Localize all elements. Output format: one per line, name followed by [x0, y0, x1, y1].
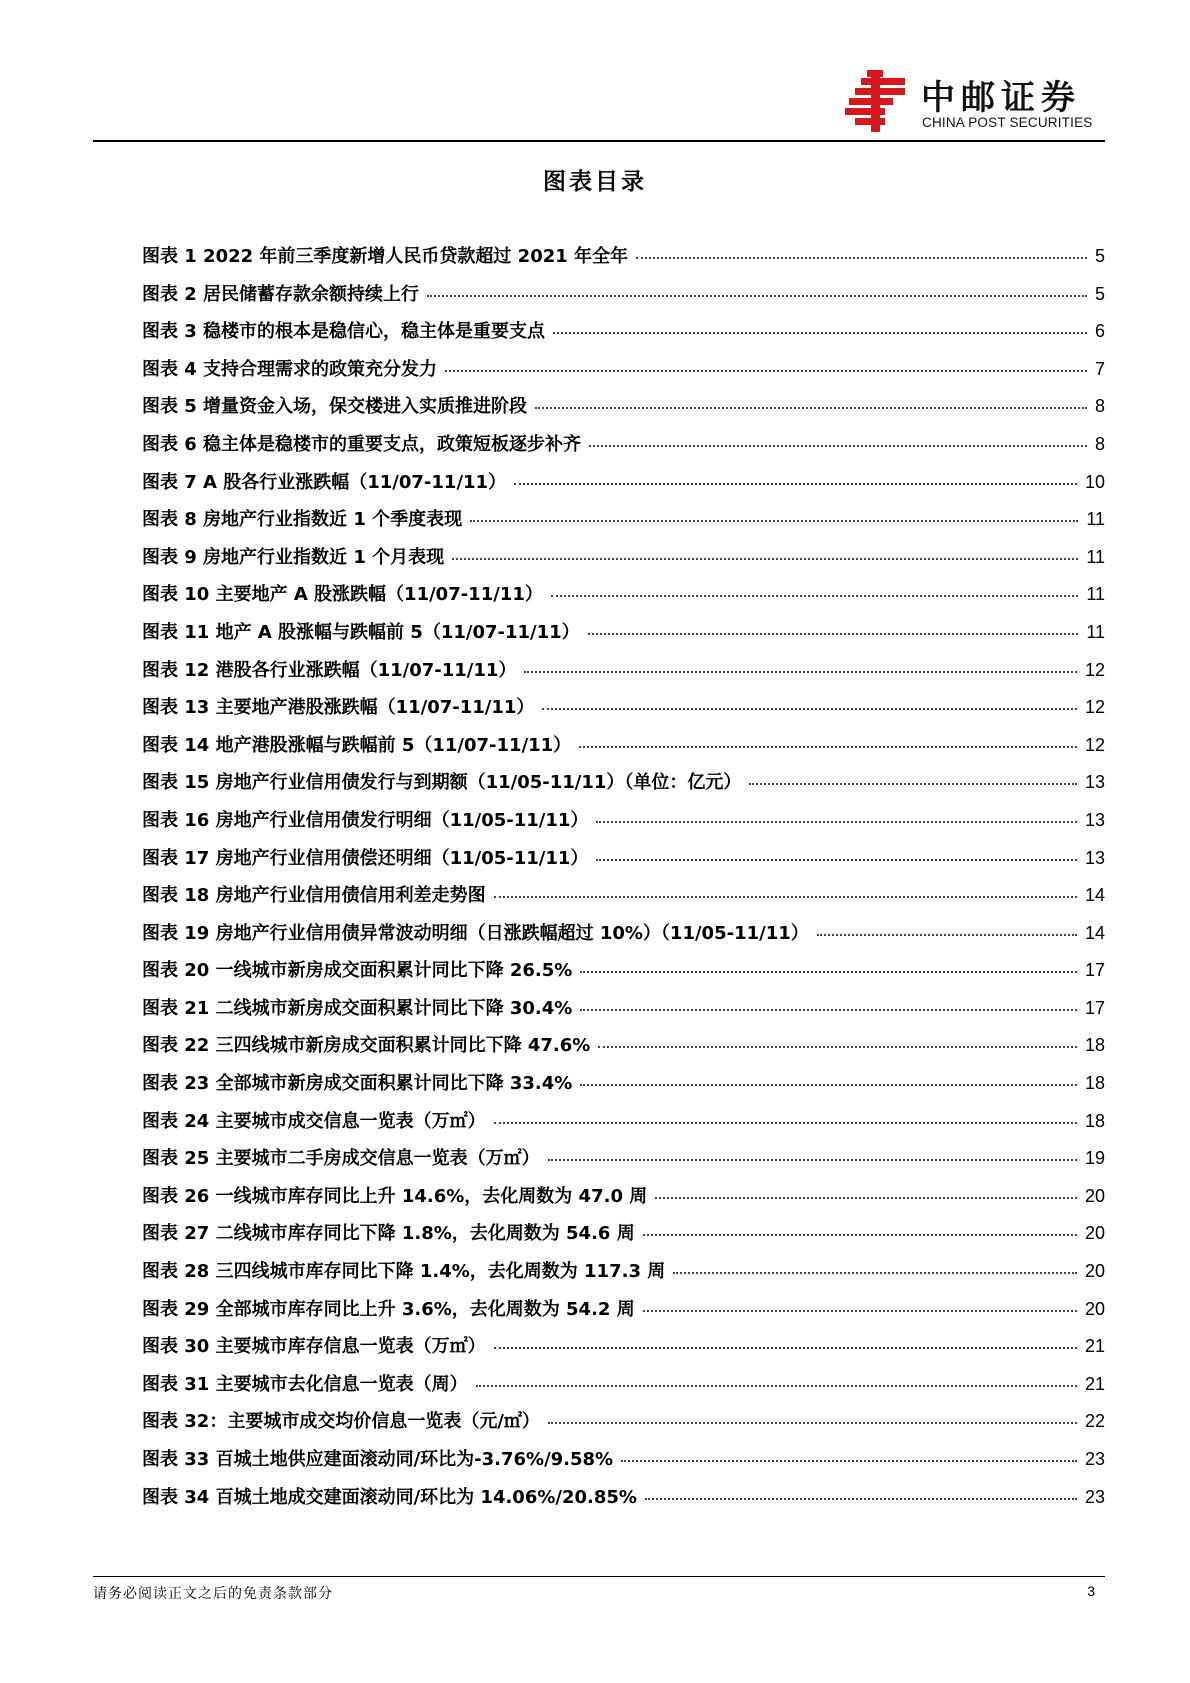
toc-entry-label: 图表 14 地产港股涨幅与跌幅前 5（11/07-11/11）	[142, 734, 572, 756]
toc-dot-leader	[596, 858, 1077, 861]
toc-entry[interactable]	[142, 919, 1105, 957]
toc-entry-page: 21	[1084, 1336, 1105, 1357]
toc-dot-leader	[548, 1158, 1077, 1161]
toc-dot-leader	[476, 1384, 1077, 1387]
toc-entry-page: 20	[1084, 1185, 1105, 1206]
toc-entry[interactable]	[142, 505, 1105, 543]
toc-dot-leader	[551, 594, 1078, 597]
toc-dot-leader	[589, 444, 1087, 447]
toc-entry-page: 11	[1086, 509, 1105, 530]
company-logo	[845, 70, 1105, 132]
toc-entry-label: 图表 18 房地产行业信用债信用利差走势图	[142, 885, 486, 907]
toc-entry-label: 图表 20 一线城市新房成交面积累计同比下降 26.5%	[142, 960, 573, 982]
toc-dot-leader	[673, 1271, 1077, 1274]
toc-entry[interactable]	[142, 881, 1105, 919]
toc-dot-leader	[427, 294, 1087, 297]
toc-entry-label: 图表 4 支持合理需求的政策充分发力	[142, 358, 438, 380]
toc-entry-page: 5	[1094, 283, 1105, 304]
toc-entry[interactable]	[142, 1107, 1105, 1145]
toc-entry-label: 图表 29 全部城市库存同比上升 3.6%，去化周数为 54.2 周	[142, 1298, 635, 1320]
toc-dot-leader	[548, 1421, 1077, 1424]
toc-dot-leader	[514, 482, 1077, 485]
toc-dot-leader	[636, 256, 1087, 259]
toc-dot-leader	[542, 707, 1077, 710]
toc-entry-label: 图表 11 地产 A 股涨幅与跌幅前 5（11/07-11/11）	[142, 621, 580, 643]
toc-entry-page: 18	[1084, 1073, 1105, 1094]
toc-entry-page: 8	[1094, 433, 1105, 454]
toc-entry[interactable]	[142, 731, 1105, 769]
toc-entry-label: 图表 21 二线城市新房成交面积累计同比下降 30.4%	[142, 997, 573, 1019]
toc-entry[interactable]	[142, 844, 1105, 882]
toc-dot-leader	[749, 782, 1077, 785]
toc-entry-page: 12	[1084, 659, 1105, 680]
toc-entry-page: 18	[1084, 1035, 1105, 1056]
toc-dot-leader	[445, 369, 1087, 372]
toc-entry[interactable]	[142, 1182, 1105, 1220]
toc-dot-leader	[494, 1121, 1077, 1124]
toc-entry-label: 图表 32：主要城市成交均价信息一览表（元/㎡）	[142, 1411, 540, 1433]
toc-entry[interactable]	[142, 1445, 1105, 1483]
toc-entry-page: 21	[1084, 1373, 1105, 1394]
toc-dot-leader	[452, 557, 1078, 560]
toc-entry[interactable]	[142, 317, 1105, 355]
toc-entry-label: 图表 7 A 股各行业涨跌幅（11/07-11/11）	[142, 471, 507, 493]
toc-entry-label: 图表 24 主要城市成交信息一览表（万㎡）	[142, 1110, 486, 1132]
toc-entry-page: 5	[1094, 246, 1105, 266]
toc-entry[interactable]	[142, 392, 1105, 430]
toc-entry-label: 图表 26 一线城市库存同比上升 14.6%，去化周数为 47.0 周	[142, 1185, 648, 1207]
page-title: 图表目录	[543, 169, 647, 195]
toc-entry-label: 图表 10 主要地产 A 股涨跌幅（11/07-11/11）	[142, 584, 543, 606]
toc-entry-page: 11	[1086, 584, 1105, 605]
page-header	[93, 60, 1105, 142]
toc-entry-label: 图表 31 主要城市去化信息一览表（周）	[142, 1373, 468, 1395]
toc-dot-leader	[598, 1045, 1077, 1048]
toc-dot-leader	[535, 406, 1087, 409]
toc-dot-leader	[553, 331, 1087, 334]
toc-entry[interactable]	[142, 1219, 1105, 1257]
toc-dot-leader	[643, 1309, 1077, 1312]
toc-entry-page: 14	[1084, 885, 1105, 906]
toc-entry-label: 图表 6 稳主体是稳楼市的重要支点，政策短板逐步补齐	[142, 433, 582, 455]
logo-chinese-name: 中邮证券	[921, 78, 1081, 118]
toc-entry-page: 10	[1084, 471, 1105, 492]
footer-disclaimer: 请务必阅读正文之后的免责条款部分	[93, 1586, 333, 1602]
toc-entry-label: 图表 16 房地产行业信用债发行明细（11/05-11/11）	[142, 809, 589, 831]
toc-entry[interactable]	[142, 242, 1105, 280]
toc-entry[interactable]	[142, 618, 1105, 656]
toc-entry[interactable]	[142, 543, 1105, 581]
toc-entry[interactable]	[142, 656, 1105, 694]
toc-entry-label: 图表 23 全部城市新房成交面积累计同比下降 33.4%	[142, 1073, 573, 1095]
toc-entry[interactable]	[142, 956, 1105, 994]
toc-entry-label: 图表 33 百城土地供应建面滚动同/环比为-3.76%/9.58%	[142, 1449, 614, 1470]
toc-dot-leader	[621, 1459, 1077, 1462]
toc-entry-label: 图表 15 房地产行业信用债发行与到期额（11/05-11/11）（单位：亿元）	[142, 772, 742, 794]
toc-entry[interactable]	[142, 806, 1105, 844]
toc-entry-page: 18	[1084, 1110, 1105, 1131]
toc-entry-page: 12	[1084, 697, 1105, 718]
toc-entry-page: 6	[1094, 321, 1105, 342]
toc-dot-leader	[596, 820, 1077, 823]
toc-entry[interactable]	[142, 693, 1105, 731]
toc-dot-leader	[580, 970, 1077, 973]
toc-entry-label: 图表 17 房地产行业信用债偿还明细（11/05-11/11）	[142, 847, 589, 869]
toc-entry-label: 图表 34 百城土地成交建面滚动同/环比为 14.06%/20.85%	[142, 1486, 637, 1508]
page-footer	[93, 1576, 1105, 1603]
toc-entry-page: 17	[1084, 960, 1105, 981]
toc-dot-leader	[470, 519, 1078, 522]
toc-entry[interactable]	[142, 468, 1105, 506]
toc-dot-leader	[817, 933, 1077, 936]
toc-entry-page: 11	[1086, 546, 1105, 567]
toc-entry-page: 17	[1084, 997, 1105, 1018]
toc-dot-leader	[580, 1008, 1077, 1011]
toc-entry[interactable]	[142, 355, 1105, 393]
toc-dot-leader	[588, 632, 1079, 635]
toc-entry[interactable]	[142, 430, 1105, 468]
toc-dot-leader	[580, 1083, 1077, 1086]
toc-entry-page: 20	[1084, 1261, 1105, 1282]
toc-dot-leader	[645, 1497, 1077, 1500]
toc-entry-page: 13	[1084, 772, 1105, 793]
footer-page-number: 3	[1087, 1583, 1095, 1599]
logo-english-name: CHINA POST SECURITIES	[922, 115, 1093, 130]
toc-entry[interactable]	[142, 1031, 1105, 1069]
table-of-figures	[142, 242, 1105, 1520]
toc-entry-page: 7	[1094, 358, 1105, 379]
toc-entry-label: 图表 9 房地产行业指数近 1 个月表现	[142, 546, 445, 568]
toc-entry-page: 13	[1084, 847, 1105, 868]
toc-entry-page: 20	[1084, 1298, 1105, 1319]
toc-entry[interactable]	[142, 1257, 1105, 1295]
toc-entry-page: 23	[1084, 1486, 1105, 1507]
toc-entry-label: 图表 13 主要地产港股涨跌幅（11/07-11/11）	[142, 697, 535, 719]
toc-entry[interactable]	[142, 1144, 1105, 1182]
toc-entry[interactable]	[142, 1370, 1105, 1408]
toc-entry-label: 图表 27 二线城市库存同比下降 1.8%，去化周数为 54.6 周	[142, 1223, 635, 1245]
toc-entry[interactable]	[142, 1295, 1105, 1333]
toc-entry-label: 图表 5 增量资金入场，保交楼进入实质推进阶段	[142, 396, 528, 418]
toc-entry[interactable]	[142, 768, 1105, 806]
toc-dot-leader	[494, 1346, 1077, 1349]
toc-entry[interactable]	[142, 1069, 1105, 1107]
toc-entry-label: 图表 8 房地产行业指数近 1 个季度表现	[142, 509, 463, 531]
toc-entry[interactable]	[142, 280, 1105, 318]
toc-entry-page: 19	[1084, 1148, 1105, 1169]
toc-entry-label: 图表 1 2022 年前三季度新增人民币贷款超过 2021 年全年	[142, 246, 629, 267]
toc-dot-leader	[643, 1233, 1077, 1236]
toc-entry-label: 图表 22 三四线城市新房成交面积累计同比下降 47.6%	[142, 1035, 591, 1057]
toc-dot-leader	[655, 1196, 1077, 1199]
toc-entry-page: 12	[1084, 734, 1105, 755]
toc-entry-page: 14	[1084, 922, 1105, 943]
toc-entry-label: 图表 30 主要城市库存信息一览表（万㎡）	[142, 1336, 486, 1358]
toc-entry-label: 图表 2 居民储蓄存款余额持续上行	[142, 283, 420, 305]
toc-entry-label: 图表 25 主要城市二手房成交信息一览表（万㎡）	[142, 1148, 540, 1170]
toc-entry-page: 20	[1084, 1223, 1105, 1244]
toc-entry[interactable]	[142, 1483, 1105, 1521]
china-post-logo-icon	[845, 70, 911, 132]
toc-entry[interactable]	[142, 580, 1105, 618]
toc-dot-leader	[524, 670, 1077, 673]
toc-dot-leader	[579, 745, 1077, 748]
toc-entry-page: 22	[1084, 1411, 1105, 1432]
toc-entry-page: 13	[1084, 809, 1105, 830]
toc-entry-page: 11	[1086, 621, 1105, 642]
toc-entry-label: 图表 3 稳楼市的根本是稳信心，稳主体是重要支点	[142, 321, 546, 343]
toc-entry-label: 图表 28 三四线城市库存同比下降 1.4%，去化周数为 117.3 周	[142, 1261, 666, 1283]
toc-entry[interactable]	[142, 1332, 1105, 1370]
toc-entry[interactable]	[142, 1407, 1105, 1445]
toc-entry-page: 8	[1094, 396, 1105, 417]
toc-entry[interactable]	[142, 994, 1105, 1032]
toc-entry-label: 图表 19 房地产行业信用债异常波动明细（日涨跌幅超过 10%）（11/05-11/11）	[142, 922, 809, 944]
toc-dot-leader	[494, 895, 1077, 898]
toc-entry-page: 23	[1084, 1449, 1105, 1469]
toc-entry-label: 图表 12 港股各行业涨跌幅（11/07-11/11）	[142, 659, 517, 681]
